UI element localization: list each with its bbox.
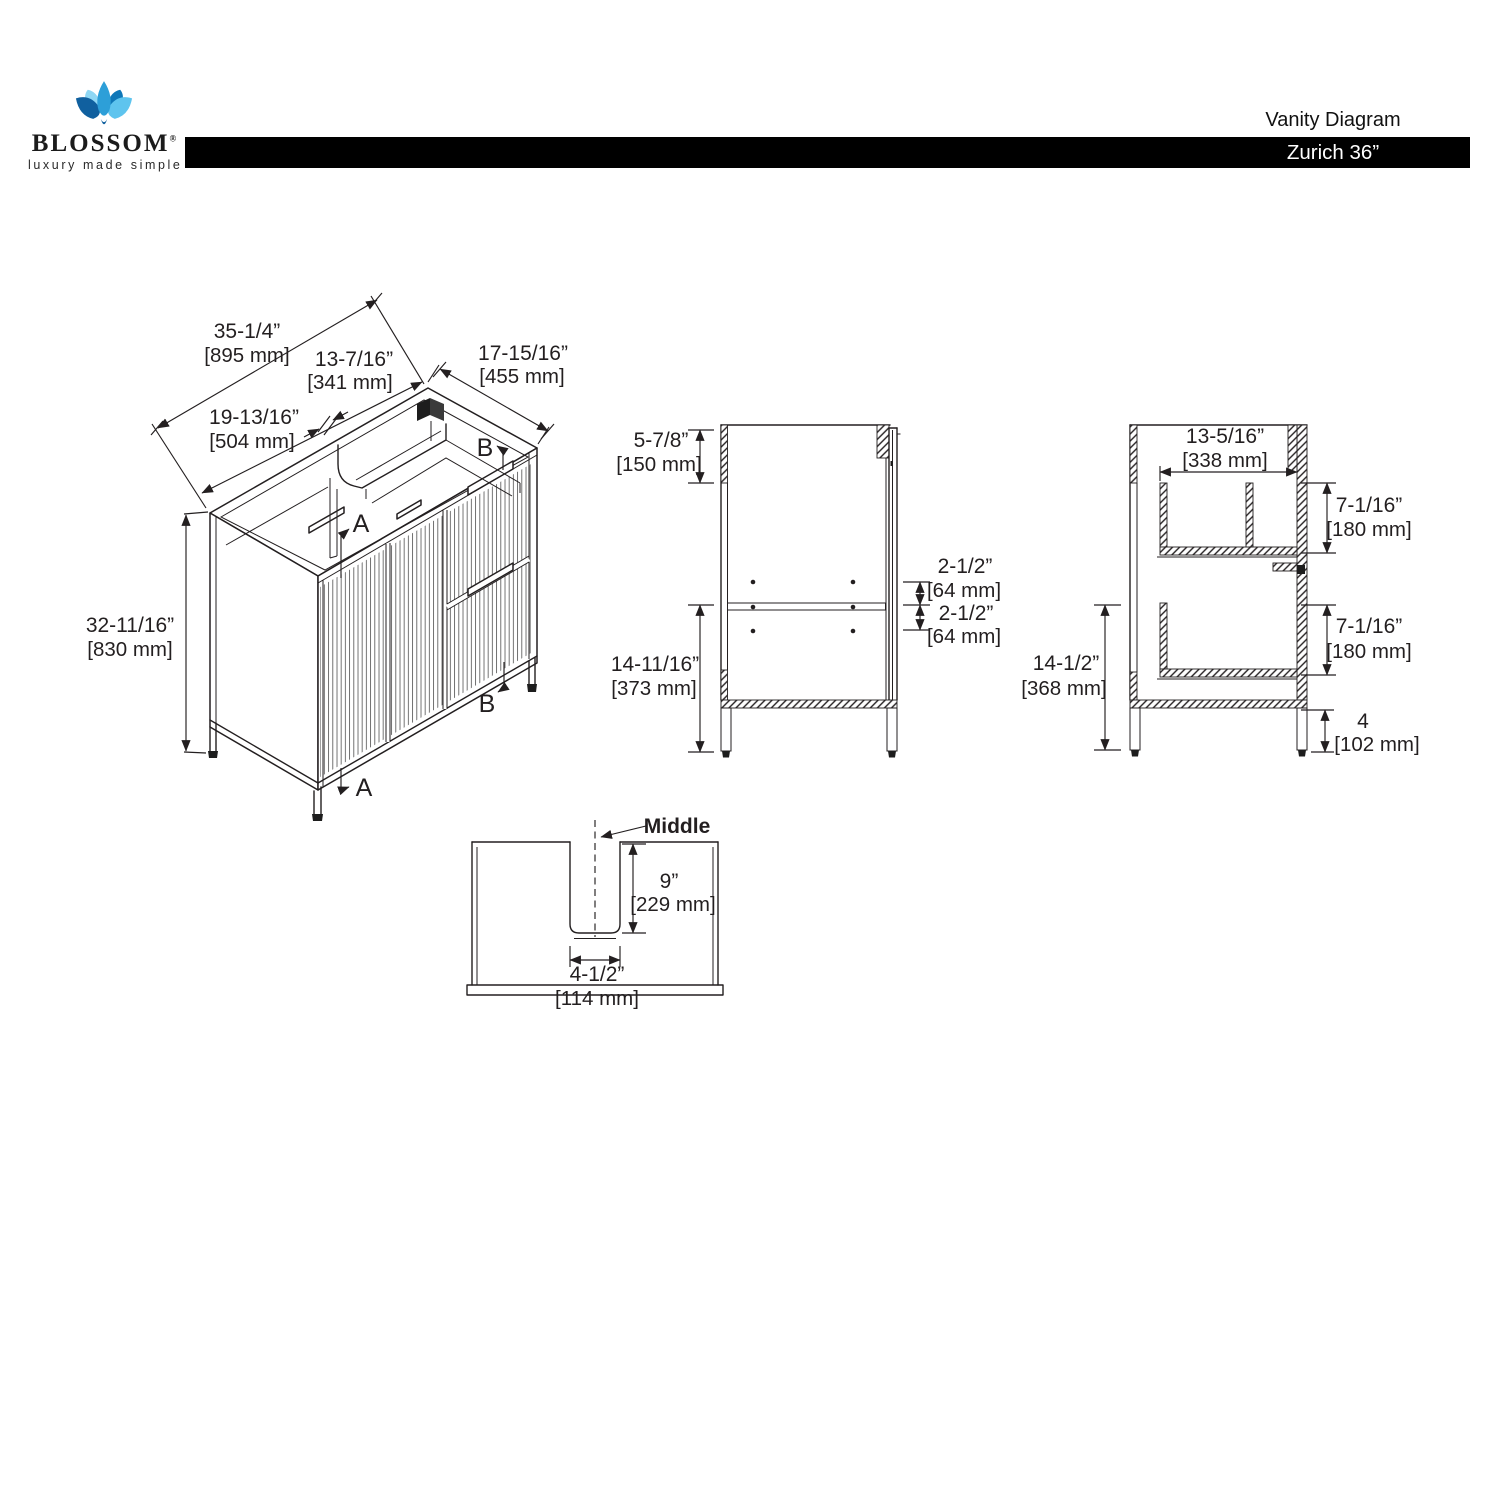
page-title: Vanity Diagram [1265,109,1401,131]
front-hatch-right-wall [1297,425,1307,700]
brand-registered-mark: ® [169,133,177,144]
dim-iso-width-right-mm: [341 mm] [307,371,393,394]
dim-front-leg-mm: [102 mm] [1334,733,1420,756]
side-legs [721,708,897,758]
front-upper-drawer [1157,483,1297,557]
dim-front-lower-drawer-inch: 7-1/16” [1335,615,1403,638]
dim-front-lower-section-mm: [368 mm] [1021,677,1107,700]
dim-cutout-height-mm: [229 mm] [630,893,716,916]
dim-iso-width-total-mm: [895 mm] [204,344,290,367]
dim-iso-width-right-inch: 13-7/16” [314,348,394,371]
side-hatch-back-top [721,425,728,483]
dim-side-gap-upper-inch: 2-1/2” [937,555,993,578]
dim-side-bottom-mm: [373 mm] [611,677,697,700]
front-section-view [1021,425,1419,757]
dim-side-gap-lower-inch: 2-1/2” [938,602,994,625]
dim-side-gap-lower-mm: [64 mm] [926,625,1002,648]
section-label-a-bottom: A [355,774,373,802]
front-lower-drawer [1157,603,1297,679]
side-door-panel [889,428,901,700]
dim-side-top-mm: [150 mm] [616,453,702,476]
dim-iso-depth-mm: [455 mm] [479,365,565,388]
dim-cutout-width-mm: [114 mm] [555,987,639,1010]
front-hatch-right-top [1288,425,1297,472]
model-label: Zurich 36” [1286,141,1380,164]
cutout-middle-label: Middle [643,815,711,838]
dim-side-gap-upper-mm: [64 mm] [926,579,1002,602]
section-label-a-top: A [352,510,370,538]
dim-iso-depth-inch: 17-15/16” [478,342,568,365]
dim-iso-width-left-inch: 19-13/16” [209,406,299,429]
dim-front-lower-drawer-mm: [180 mm] [1326,640,1412,663]
side-hatch-front-top [877,425,889,458]
side-section-view [611,425,1001,758]
dim-front-upper-drawer-inch: 7-1/16” [1335,494,1403,517]
dim-iso-width-left-mm: [504 mm] [209,430,295,453]
side-cabinet-outline [721,425,901,758]
section-label-b-top: B [476,434,494,462]
front-legs [1130,708,1307,757]
dim-front-lower-section-inch: 14-1/2” [1032,652,1100,675]
dim-side-bottom-inch: 14-11/16” [610,653,700,676]
brand-name-text: BLOSSOM [31,130,170,157]
side-hatch-back-bottom [721,670,728,700]
isometric-view [86,293,568,821]
side-hatch-bottom [721,700,897,708]
front-hatch-left-top [1130,425,1137,483]
front-hatch-bottom [1130,700,1307,708]
cutout-dimensions [555,815,716,1010]
dim-front-drawer-width-mm: [338 mm] [1182,449,1268,472]
section-label-b-bottom: B [478,690,496,718]
dim-iso-height-inch: 32-11/16” [85,614,175,637]
dim-cutout-height-inch: 9” [659,870,679,893]
dim-front-drawer-width-inch: 13-5/16” [1185,425,1265,448]
brand-tagline: luxury made simple [28,158,183,172]
front-hatch-left-bottom [1130,672,1137,700]
dim-iso-width-total-inch: 35-1/4” [213,320,281,343]
dim-iso-height-mm: [830 mm] [87,638,173,661]
dim-side-top-inch: 5-7/8” [633,429,689,452]
dim-front-upper-drawer-mm: [180 mm] [1326,518,1412,541]
side-screw-holes [751,580,856,634]
dim-front-leg-inch: 4 [1357,710,1369,733]
dim-cutout-width-inch: 4-1/2” [569,963,625,986]
front-cabinet-outline [1130,425,1307,757]
cutout-detail-view [467,815,723,1010]
